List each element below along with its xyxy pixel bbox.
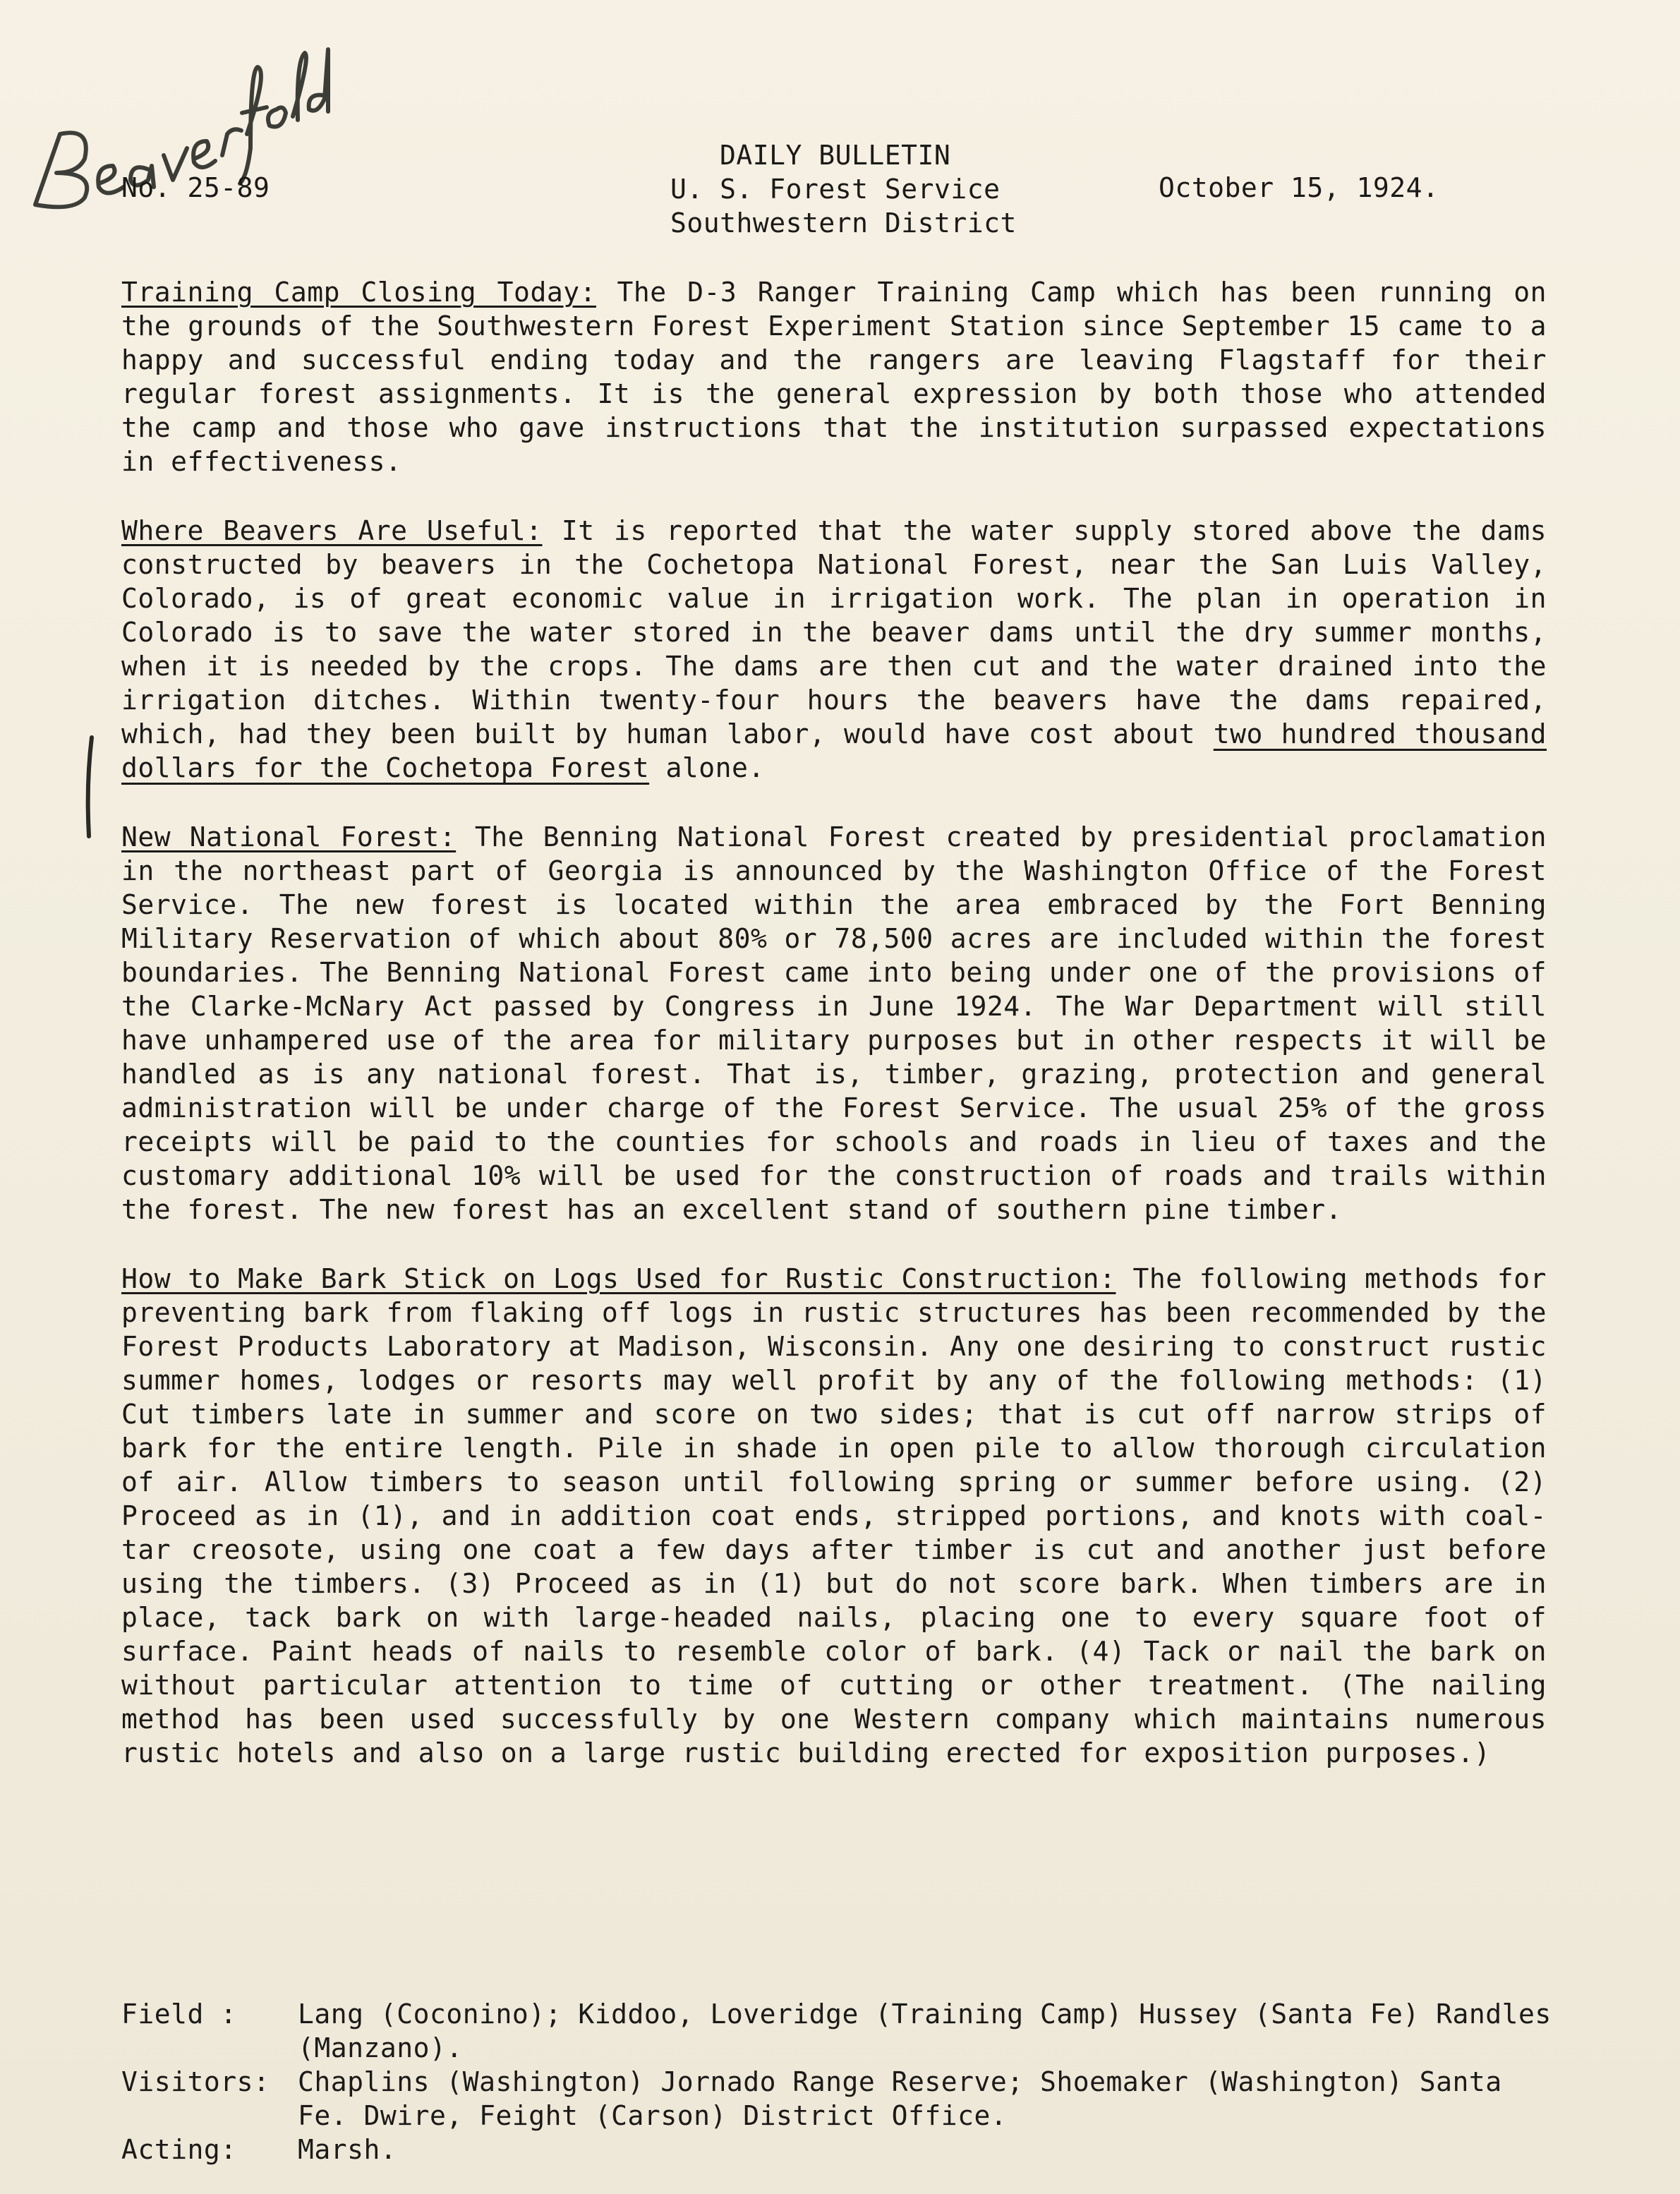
article-heading: Training Camp Closing Today:: [121, 277, 596, 308]
bulletin-body: [121, 275, 1547, 1805]
article-text: It is reported that the water supply stored above the dams constructed by beavers in the Cochetopa National Forest, near the San Luis Valley, Colorado, is of great economic value in irrigation work. The plan in operation in Colorado is to save the water stored in the beaver dams until the dry summer months, when it is needed by the crops. The dams are then cut and the water drained into the irrigation ditches. Within twenty-four hours the beavers have the dams repaired, which, had they been built by human labor, would have cost about: [121, 515, 1547, 749]
visitors-row: [121, 2065, 1568, 2133]
article-training-camp: [121, 275, 1547, 478]
article-bark-stick: [121, 1262, 1547, 1770]
bulletin-title: DAILY BULLETIN: [720, 140, 951, 171]
acting-row: [121, 2133, 1568, 2166]
district-name: Southwestern District: [670, 207, 1017, 239]
personnel-notes: [121, 1997, 1568, 2166]
bulletin-date: October 15, 1924.: [1159, 172, 1439, 203]
bulletin-number: No. 25-89: [121, 172, 270, 203]
visitors-label: Visitors:: [121, 2066, 270, 2097]
svg-text:Beaver folder: Beaver folder: [7, 224, 13, 225]
visitors-text: Chaplins (Washington) Jornado Range Reserve; Shoemaker (Washington) Santa Fe. Dwire, Feight (Carson) District Office.: [298, 2066, 1502, 2131]
field-row: [121, 1997, 1568, 2065]
article-text: The following methods for preventing bark from flaking off logs in rustic structures has been recommended by the Forest Products Laboratory at Madison, Wisconsin. Any one desiring to construct rustic summer homes, lodges or resorts may well profit by any of the following methods: (1) Cut timbers late in summer and score on two sides; that is cut off narrow strips of bark for the entire length. Pile in shade in open pile to allow thorough circulation of air. Allow timbers to season until following spring or summer before using. (2) Proceed as in (1), and in addition coat ends, stripped portions, and knots with coal-tar creosote, using one coat a few days after timber is cut and another just before using the timbers. (3) Proceed as in (1) but do not score bark. When timbers are in place, tack bark on with large-headed nails, placing one to every square foot of surface. Paint heads of nails to resemble color of bark. (4) Tack or nail the bark on without particular attention to time of cutting or other treatment. (The nailing method has been used successfully by one Western company which maintains numerous rustic hotels and also on a large rustic building erected for exposition purposes.): [121, 1263, 1547, 1768]
article-beavers: [121, 514, 1547, 785]
article-text: The Benning National Forest created by presidential proclamation in the northeast part of Georgia is announced by the Washington Office of the Forest Service. The new forest is located within the area embraced by the Fort Benning Military Reservation of which about 80% or 78,500 acres are included within the forest boundaries. The Benning National Forest came into being under one of the provisions of the Clarke-McNary Act passed by Congress in June 1924. The War Department will still have unhampered use of the area for military purposes but in other respects it will be handled as is any national forest. That is, timber, grazing, protection and general administration will be under charge of the Forest Service. The usual 25% of the gross receipts will be paid to the counties for schools and roads in lieu of taxes and the customary additional 10% will be used for the construction of roads and trails within the forest. The new forest has an excellent stand of southern pine timber.: [121, 821, 1547, 1225]
article-heading: New National Forest:: [121, 821, 457, 852]
article-text: The D-3 Ranger Training Camp which has been running on the grounds of the Southwestern Forest Experiment Station since September 15 came to a happy and successful ending today and the rangers are leaving Flagstaff for their regular forest assignments. It is the general expression by both those who attended the camp and those who gave instructions that the institution surpassed expectations in effectiveness.: [121, 277, 1547, 477]
article-new-national-forest: [121, 820, 1547, 1226]
article-heading: Where Beavers Are Useful:: [121, 515, 543, 546]
margin-pencil-mark: [79, 734, 100, 840]
article-text-end: alone.: [665, 752, 765, 783]
acting-label: Acting:: [121, 2134, 237, 2165]
underlined-phrase: two hundred thousand dollars for the Cochetopa Forest: [121, 718, 1547, 783]
article-heading: How to Make Bark Stick on Logs Used for Rustic Construction:: [121, 1263, 1116, 1294]
field-text: Lang (Coconino); Kiddoo, Loveridge (Training Camp) Hussey (Santa Fe) Randles (Manzano).: [298, 1999, 1552, 2063]
acting-text: Marsh.: [298, 2134, 397, 2165]
bulletin-masthead: [670, 138, 1017, 240]
agency-name: U. S. Forest Service: [670, 174, 1001, 205]
field-label: Field :: [121, 1999, 237, 2030]
